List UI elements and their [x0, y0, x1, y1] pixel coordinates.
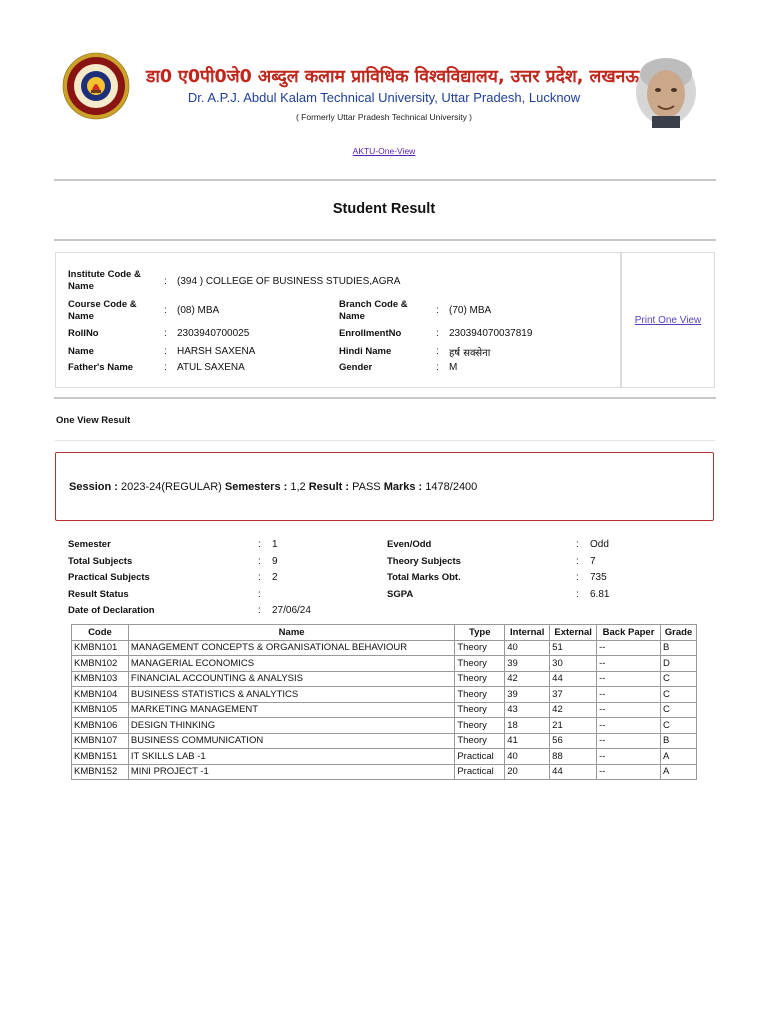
grade: B: [661, 733, 697, 749]
colon: :: [436, 362, 439, 373]
back-paper: --: [597, 687, 661, 703]
subject-code: KMBN101: [72, 640, 129, 656]
result-status-label: Result Status: [68, 589, 129, 600]
colon: :: [164, 362, 167, 373]
subject-type: Theory: [455, 656, 505, 672]
colon: :: [576, 556, 579, 567]
back-paper: --: [597, 733, 661, 749]
semester-label: Semester: [68, 539, 111, 550]
subject-name: MINI PROJECT -1: [128, 764, 454, 780]
aktu-one-view-link[interactable]: AKTU-One-View: [352, 146, 416, 156]
grade: C: [661, 671, 697, 687]
marks-label: Marks :: [383, 481, 423, 493]
session-value: 2023-24(REGULAR): [120, 481, 222, 493]
column-header: Name: [128, 625, 454, 641]
section-title: One View Result: [56, 415, 131, 426]
table-header-row: [72, 625, 697, 641]
theory-subjects-label: Theory Subjects: [387, 556, 461, 567]
external-marks: 56: [550, 733, 597, 749]
course-value: (08) MBA: [177, 305, 220, 316]
grade: C: [661, 702, 697, 718]
session-line: [69, 481, 477, 493]
branch-value: (70) MBA: [449, 305, 492, 316]
column-header: Grade: [661, 625, 697, 641]
table-row: [72, 671, 697, 687]
subject-code: KMBN103: [72, 671, 129, 687]
back-paper: --: [597, 640, 661, 656]
external-marks: 44: [550, 764, 597, 780]
session-summary-box: [55, 452, 714, 521]
grade: A: [661, 749, 697, 765]
declaration-date-value: 27/06/24: [272, 605, 311, 616]
internal-marks: 40: [505, 749, 550, 765]
external-marks: 30: [550, 656, 597, 672]
table-row: [72, 764, 697, 780]
total-subjects-value: 9: [272, 556, 278, 567]
external-marks: 42: [550, 702, 597, 718]
colon: :: [576, 539, 579, 550]
divider: [54, 179, 716, 181]
subject-code: KMBN107: [72, 733, 129, 749]
colon: :: [164, 305, 167, 316]
grade: B: [661, 640, 697, 656]
subject-code: KMBN151: [72, 749, 129, 765]
colon: :: [258, 605, 261, 616]
father-name-value: ATUL SAXENA: [177, 362, 245, 373]
formerly-note: ( Formerly Uttar Pradesh Technical University ): [295, 112, 473, 122]
back-paper: --: [597, 671, 661, 687]
print-one-view-link[interactable]: Print One View: [634, 315, 702, 326]
internal-marks: 39: [505, 687, 550, 703]
institute-value: (394 ) COLLEGE OF BUSINESS STUDIES,AGRA: [177, 276, 401, 287]
internal-marks: 18: [505, 718, 550, 734]
subject-name: MANAGEMENT CONCEPTS & ORGANISATIONAL BEHAVIOUR: [128, 640, 454, 656]
theory-subjects-value: 7: [590, 556, 596, 567]
table-row: [72, 640, 697, 656]
apj-abdul-kalam-portrait: [628, 52, 704, 128]
semesters-value: 1,2: [290, 481, 306, 493]
subject-name: BUSINESS COMMUNICATION: [128, 733, 454, 749]
hindi-name-value: हर्ष सक्सेना: [449, 348, 491, 359]
internal-marks: 42: [505, 671, 550, 687]
external-marks: 21: [550, 718, 597, 734]
external-marks: 51: [550, 640, 597, 656]
total-marks-value: 735: [590, 572, 607, 583]
subject-type: Theory: [455, 733, 505, 749]
subject-code: KMBN102: [72, 656, 129, 672]
column-header: Type: [455, 625, 505, 641]
course-label: Course Code & Name: [68, 299, 137, 322]
grade: C: [661, 687, 697, 703]
page-title: Student Result: [332, 201, 436, 217]
result-value: PASS: [352, 481, 381, 493]
subject-code: KMBN104: [72, 687, 129, 703]
semester-value: 1: [272, 539, 278, 550]
colon: :: [258, 572, 261, 583]
marks-value: 1478/2400: [425, 481, 478, 493]
back-paper: --: [597, 749, 661, 765]
grade: D: [661, 656, 697, 672]
total-marks-label: Total Marks Obt.: [387, 572, 461, 583]
subject-type: Theory: [455, 702, 505, 718]
colon: :: [258, 539, 261, 550]
column-header: Back Paper: [597, 625, 661, 641]
colon: :: [436, 305, 439, 316]
subject-name: IT SKILLS LAB -1: [128, 749, 454, 765]
divider: [54, 397, 716, 399]
back-paper: --: [597, 702, 661, 718]
colon: :: [164, 328, 167, 339]
colon: :: [258, 556, 261, 567]
university-seal-icon: [62, 52, 130, 120]
subject-type: Theory: [455, 640, 505, 656]
name-value: HARSH SAXENA: [177, 346, 256, 357]
external-marks: 44: [550, 671, 597, 687]
subject-name: MANAGERIAL ECONOMICS: [128, 656, 454, 672]
external-marks: 37: [550, 687, 597, 703]
colon: :: [164, 346, 167, 357]
practical-subjects-value: 2: [272, 572, 278, 583]
subject-code: KMBN106: [72, 718, 129, 734]
table-row: [72, 656, 697, 672]
column-header: Code: [72, 625, 129, 641]
subject-type: Practical: [455, 764, 505, 780]
internal-marks: 20: [505, 764, 550, 780]
back-paper: --: [597, 764, 661, 780]
divider: [54, 239, 716, 241]
divider: [55, 440, 715, 441]
internal-marks: 41: [505, 733, 550, 749]
total-subjects-label: Total Subjects: [68, 556, 133, 567]
subject-name: MARKETING MANAGEMENT: [128, 702, 454, 718]
university-title-hindi: डा0 ए0पी0जे0 अब्दुल कलाम प्राविधिक विश्वविद्यालय, उत्तर प्रदेश, लखनऊ: [146, 67, 640, 87]
colon: :: [164, 276, 167, 287]
enrollment-label: EnrollmentNo: [339, 328, 402, 339]
back-paper: --: [597, 656, 661, 672]
result-label: Result :: [308, 481, 350, 493]
session-label: Session :: [69, 481, 118, 493]
enrollment-value: 230394070037819: [449, 328, 533, 339]
subject-name: BUSINESS STATISTICS & ANALYTICS: [128, 687, 454, 703]
colon: :: [576, 572, 579, 583]
sgpa-value: 6.81: [590, 589, 610, 600]
sgpa-label: SGPA: [387, 589, 414, 600]
table-row: [72, 687, 697, 703]
gender-value: M: [449, 362, 458, 373]
column-header: Internal: [505, 625, 550, 641]
subject-name: FINANCIAL ACCOUNTING & ANALYSIS: [128, 671, 454, 687]
branch-label: Branch Code & Name: [339, 299, 408, 322]
subject-name: DESIGN THINKING: [128, 718, 454, 734]
institute-label: Institute Code & Name: [68, 269, 141, 292]
hindi-name-label: Hindi Name: [339, 346, 392, 357]
colon: :: [436, 328, 439, 339]
semesters-label: Semesters :: [224, 481, 288, 493]
father-name-label: Father's Name: [68, 362, 134, 373]
subject-type: Theory: [455, 687, 505, 703]
colon: :: [576, 589, 579, 600]
internal-marks: 39: [505, 656, 550, 672]
table-row: [72, 749, 697, 765]
internal-marks: 40: [505, 640, 550, 656]
subject-code: KMBN152: [72, 764, 129, 780]
print-panel: [621, 252, 715, 388]
gender-label: Gender: [339, 362, 373, 373]
table-row: [72, 702, 697, 718]
column-header: External: [550, 625, 597, 641]
even-odd-value: Odd: [590, 539, 609, 550]
marks-table: [71, 624, 697, 780]
grade: C: [661, 718, 697, 734]
subject-type: Theory: [455, 671, 505, 687]
table-row: [72, 733, 697, 749]
rollno-label: RollNo: [68, 328, 99, 339]
external-marks: 88: [550, 749, 597, 765]
practical-subjects-label: Practical Subjects: [68, 572, 150, 583]
rollno-value: 2303940700025: [177, 328, 250, 339]
internal-marks: 43: [505, 702, 550, 718]
university-title-english: Dr. A.P.J. Abdul Kalam Technical University, Uttar Pradesh, Lucknow: [187, 90, 581, 105]
name-label: Name: [68, 346, 94, 357]
even-odd-label: Even/Odd: [387, 539, 432, 550]
declaration-date-label: Date of Declaration: [68, 605, 155, 616]
subject-code: KMBN105: [72, 702, 129, 718]
colon: :: [436, 346, 439, 357]
colon: :: [258, 589, 261, 600]
table-row: [72, 718, 697, 734]
back-paper: --: [597, 718, 661, 734]
subject-type: Practical: [455, 749, 505, 765]
grade: A: [661, 764, 697, 780]
subject-type: Theory: [455, 718, 505, 734]
